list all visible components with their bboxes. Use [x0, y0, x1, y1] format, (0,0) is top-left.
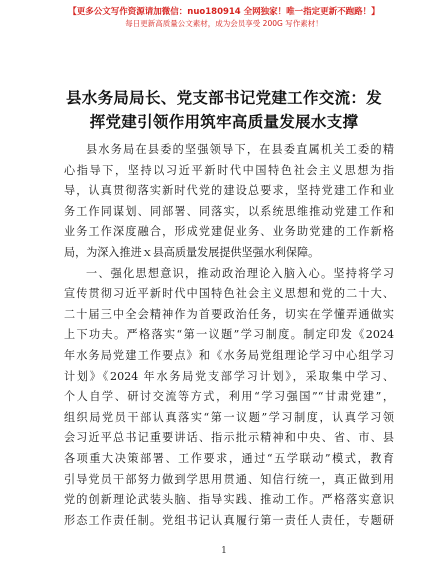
text-line: 二十届三中全会精神作为首要政治任务，切实在学懂弄通做实 — [64, 307, 394, 321]
document-title — [0, 86, 448, 134]
text-line: 导，认真贯彻落实新时代党的建设总要求，坚持党建工作和业 — [64, 184, 394, 198]
title-line-1: 县水务局局长、党支部书记党建工作交流：发 — [65, 89, 382, 107]
paragraph-section-1 — [64, 264, 394, 532]
text-line: 年水务局党建工作要点》和《水务局党组理论学习中心组学习 — [64, 348, 394, 362]
text-line: 业务工作深度融合，形成党建促业务、业务助党建的工作新格 — [64, 225, 394, 239]
text-line: 局，为深入推进ｘ县高质量发展提供坚强水利保障。 — [64, 245, 320, 259]
text-line: 上下功夫。严格落实“第一议题”学习制度。制定印发《2024 — [64, 328, 394, 342]
text-line: 个人自学、研讨交流等方式，利用“学习强国”“甘肃党建”， — [64, 390, 394, 404]
promo-banner — [0, 6, 448, 29]
text-line: 务工作同谋划、同部署、同落实，以系统思维推动党建工作和 — [64, 204, 394, 218]
promo-banner-line-2: 每日更新高质量公文素材，成为会员享受 200G 写作素材！ — [125, 19, 323, 28]
text-line: 形态工作责任制。党组书记认真履行第一责任人责任，专题研 — [64, 513, 394, 527]
title-line-2: 挥党建引领作用筑牢高质量发展水支撑 — [89, 113, 359, 131]
text-line: 组织局党员干部认真落实“第一议题”学习制度，认真学习领 — [64, 410, 394, 424]
promo-banner-line-1: 【更多公文写作资源请加微信：nuo180914 全网独家！唯一指定更新不跑路！】 — [68, 7, 380, 17]
text-line: 各项重大决策部署、工作要求，通过“五学联动”模式，教育 — [64, 451, 394, 465]
document-body — [64, 140, 394, 531]
text-line: 会习近平总书记重要讲话、指示批示精神和中央、省、市、县 — [64, 431, 394, 445]
text-line: 党的创新理论武装头脑、指导实践、推动工作。严格落实意识 — [64, 493, 394, 507]
text-line: 心指导下，坚持以习近平新时代中国特色社会主义思想为指 — [64, 163, 394, 177]
text-line: 一、强化思想意识，推动政治理论入脑入心。坚持将学习 — [86, 266, 394, 280]
page-number: 1 — [221, 546, 227, 556]
text-line: 计划》《2024 年水务局党支部学习计划》，采取集中学习、 — [64, 369, 394, 383]
text-line: 县水务局在县委的坚强领导下，在县委直属机关工委的精 — [86, 143, 394, 156]
text-line: 引导党员干部努力做到学思用贯通、知信行统一，真正做到用 — [64, 472, 394, 486]
text-line: 宣传贯彻习近平新时代中国特色社会主义思想和党的二十大、 — [64, 287, 394, 301]
paragraph-intro — [64, 140, 394, 264]
